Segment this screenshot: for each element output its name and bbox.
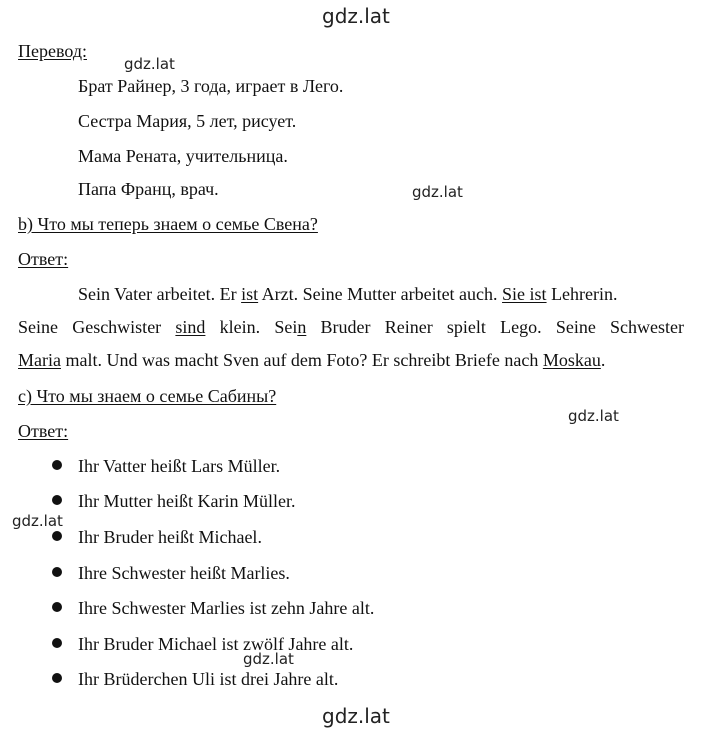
bullet-icon: [52, 567, 62, 577]
answer-b-line-2: Seine Geschwister sind klein. Sein Bruder Reiner spielt Lego. Seine Schwester: [18, 317, 684, 337]
watermark: gdz.lat: [412, 183, 463, 201]
watermark: gdz.lat: [322, 704, 390, 728]
bullet-icon: [52, 673, 62, 683]
list-item: Ihr Bruder Michael ist zwölf Jahre alt.: [78, 634, 354, 654]
bullet-icon: [52, 460, 62, 470]
list-item: Ihr Brüderchen Uli ist drei Jahre alt.: [78, 669, 339, 689]
list-item: Ihr Mutter heißt Karin Müller.: [78, 491, 296, 511]
answer-label-b: Ответ:: [18, 249, 69, 269]
translation-heading: Перевод:: [18, 41, 87, 61]
watermark: gdz.lat: [243, 650, 294, 668]
answer-label-c: Ответ:: [18, 421, 69, 441]
answer-b-line-3: Maria malt. Und was macht Sven auf dem Foto? Er schreibt Briefe nach Moskau.: [18, 350, 606, 370]
translation-line: Папа Франц, врач.: [78, 179, 219, 199]
list-item: Ihr Vatter heißt Lars Müller.: [78, 456, 281, 476]
watermark: gdz.lat: [322, 4, 390, 28]
translation-line: Брат Райнер, 3 года, играет в Лего.: [78, 76, 344, 96]
list-item: Ihre Schwester heißt Marlies.: [78, 563, 290, 583]
list-item: Ihre Schwester Marlies ist zehn Jahre alt.: [78, 598, 375, 618]
translation-line: Сестра Мария, 5 лет, рисует.: [78, 111, 297, 131]
question-c: c) Что мы знаем о семье Сабины?: [18, 386, 277, 406]
watermark: gdz.lat: [12, 512, 63, 530]
bullet-icon: [52, 495, 62, 505]
bullet-icon: [52, 602, 62, 612]
watermark: gdz.lat: [124, 55, 175, 73]
bullet-icon: [52, 531, 62, 541]
watermark: gdz.lat: [568, 407, 619, 425]
question-b: b) Что мы теперь знаем о семье Свена?: [18, 214, 318, 234]
list-item: Ihr Bruder heißt Michael.: [78, 527, 262, 547]
bullet-icon: [52, 638, 62, 648]
translation-line: Мама Рената, учительница.: [78, 146, 288, 166]
answer-b-line-1: Sein Vater arbeitet. Er ist Arzt. Seine Mutter arbeitet auch. Sie ist Lehrerin.: [78, 284, 618, 304]
